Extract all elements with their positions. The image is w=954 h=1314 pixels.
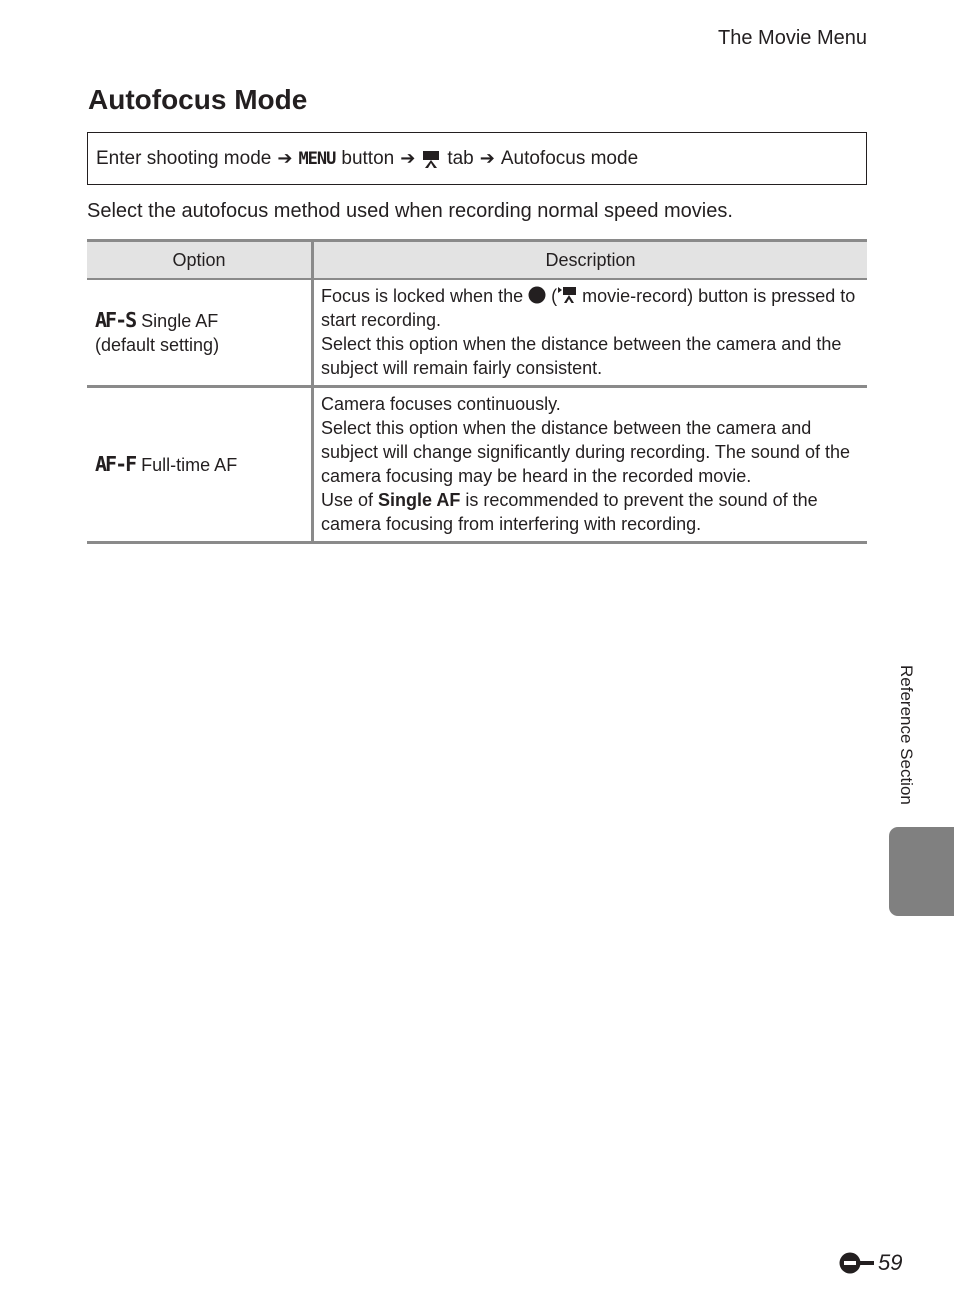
running-header: The Movie Menu xyxy=(718,27,867,49)
description-line: Camera focuses continuously. xyxy=(321,394,561,414)
menu-path-step-shooting-mode: Enter shooting mode xyxy=(96,147,272,169)
menu-path-step-tab: tab xyxy=(447,147,474,169)
description-cell xyxy=(313,387,868,543)
page-number-value: 59 xyxy=(878,1250,903,1275)
option-label: Full-time AF xyxy=(141,454,238,475)
menu-path-step-button: button xyxy=(341,147,395,169)
column-header-description: Description xyxy=(313,241,868,280)
description-line: Focus is locked when the ( movie-record) button is pressed to start recording. xyxy=(321,286,856,330)
options-table xyxy=(87,239,867,544)
side-section-label: Reference Section xyxy=(897,665,916,805)
description-line: Select this option when the distance between the camera and subject will change significantly during recording. The sound of the camera focusing may be heard in the recorded movie. xyxy=(321,418,850,486)
arrow-right-icon: ➔ xyxy=(277,148,293,168)
option-note: (default setting) xyxy=(95,334,220,355)
column-header-option: Option xyxy=(87,241,313,280)
description-text: Use of xyxy=(321,490,374,510)
table-header-row xyxy=(87,241,867,280)
af-s-icon: AF-S xyxy=(95,307,136,332)
movie-camera-icon xyxy=(421,149,441,169)
record-button-icon xyxy=(528,286,546,304)
option-cell xyxy=(87,387,313,543)
description-text: is recommended to prevent the sound of the camera focusing from interfering with recording. xyxy=(321,490,818,534)
arrow-right-icon: ➔ xyxy=(400,148,416,168)
af-f-icon: AF-F xyxy=(95,451,136,476)
description-line: Select this option when the distance between the camera and the subject will remain fairly consistent. xyxy=(321,334,842,378)
page-number xyxy=(838,1250,902,1276)
intro-text: Select the autofocus method used when recording normal speed movies. xyxy=(87,200,733,222)
description-text: movie-record) button is pressed to start recording. xyxy=(321,286,856,330)
option-cell xyxy=(87,279,313,387)
description-line xyxy=(321,488,859,536)
option-label: Single AF xyxy=(141,310,219,331)
menu-path-box xyxy=(87,132,867,185)
section-tab xyxy=(889,827,954,916)
description-text: Focus is locked when the xyxy=(321,286,524,306)
arrow-right-icon: ➔ xyxy=(479,148,495,168)
table-row xyxy=(87,387,867,543)
movie-camera-icon xyxy=(557,286,577,304)
menu-path-step-autofocus-mode: Autofocus mode xyxy=(500,147,639,169)
e-section-icon xyxy=(838,1251,876,1275)
description-bold-text: Single AF xyxy=(378,490,461,510)
menu-button-icon: MENU xyxy=(298,148,336,169)
table-row xyxy=(87,279,867,387)
page-title: Autofocus Mode xyxy=(88,84,308,115)
description-cell xyxy=(313,279,868,387)
